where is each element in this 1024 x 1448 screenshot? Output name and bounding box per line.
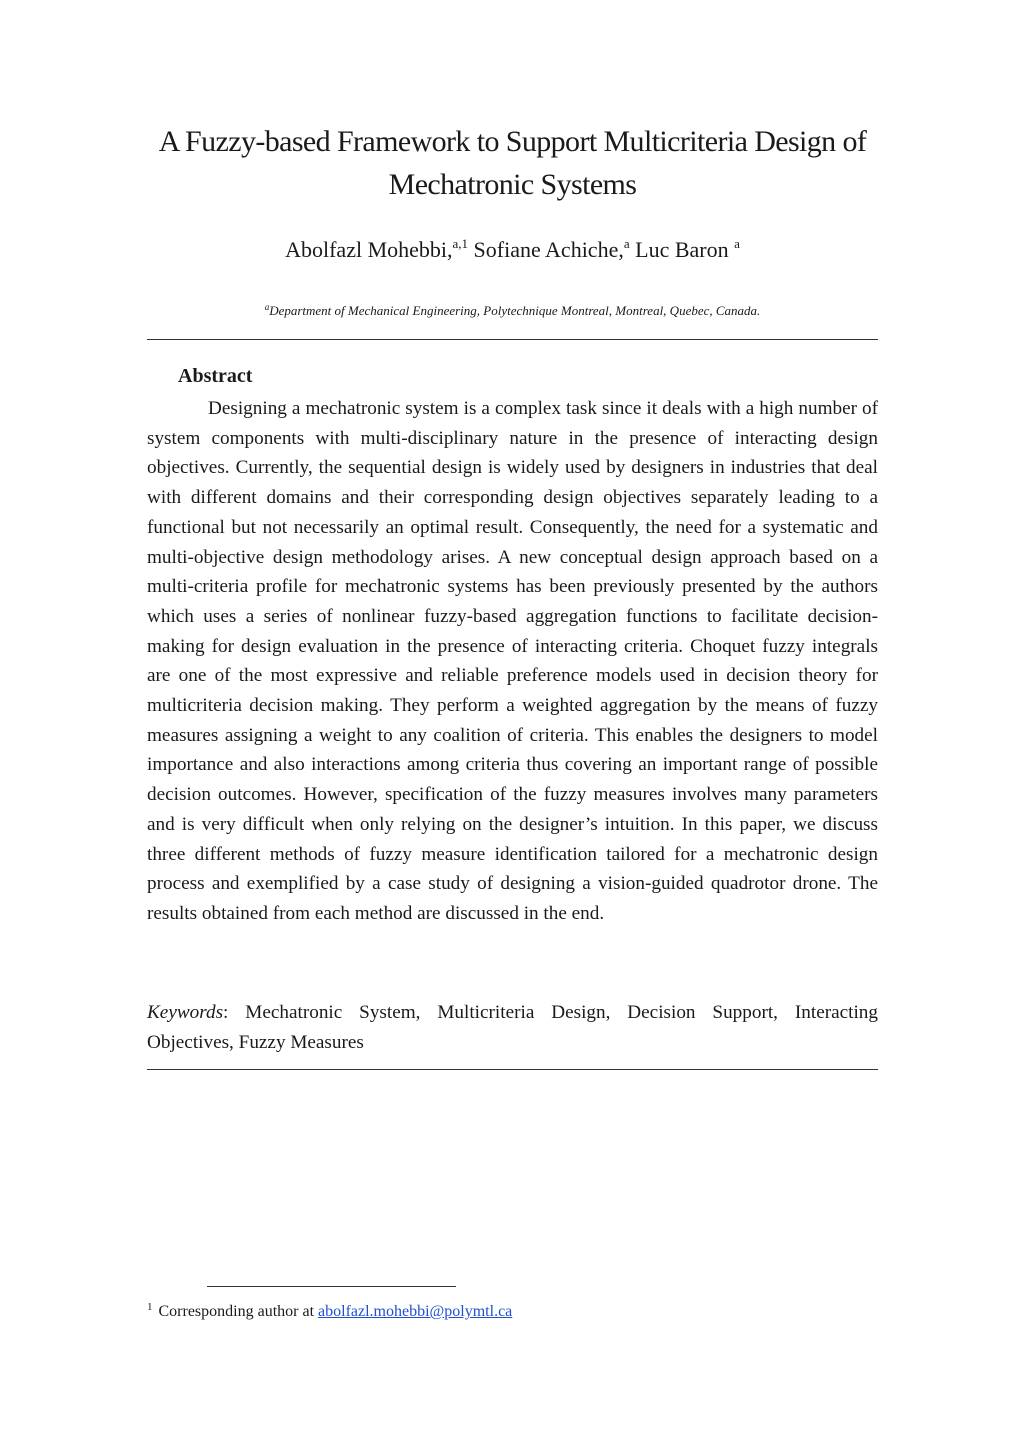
top-divider bbox=[147, 339, 878, 340]
author-name: Sofiane Achiche, bbox=[473, 237, 624, 262]
footnote-divider bbox=[207, 1286, 456, 1287]
keywords-label: Keywords bbox=[147, 1002, 224, 1023]
footnote bbox=[147, 1300, 512, 1325]
abstract-body: Designing a mechatronic system is a complex task since it deals with a high number of system components with multi-disciplinary nature in the presence of interacting design objectives. Currently, the sequential design is widely used by designers in industries that deal with different domains and their corresponding design objectives separately leading to a functional but not necessarily an optimal result. Consequently, the need for a systematic and multi-objective design methodology arises. A new conceptual design approach based on a multi-criteria profile for mechatronic systems has been previously presented by the authors which uses a series of nonlinear fuzzy-based aggregation functions to facilitate decision-making for design evaluation in the presence of interacting criteria. Choquet fuzzy integrals are one of the most expressive and reliable preference models used in decision theory for multicriteria decision making. They perform a weighted aggregation by the means of fuzzy measures assigning a weight to any coalition of criteria. This enables the designers to model importance and also interactions among criteria thus covering an important range of possible decision outcomes. However, specification of the fuzzy measures involves many parameters and is very difficult when only relying on the designer’s intuition. In this paper, we discuss three different methods of fuzzy measure identification tailored for a mechatronic design process and exemplified by a case study of designing a vision-guided quadrotor drone. The results obtained from each method are discussed in the end. bbox=[147, 398, 878, 924]
affiliation bbox=[147, 302, 878, 321]
author-affiliation-mark: a bbox=[623, 236, 630, 251]
author-affiliation-mark: a bbox=[734, 236, 740, 251]
abstract-heading: Abstract bbox=[178, 365, 253, 387]
paper-title: A Fuzzy-based Framework to Support Multicriteria Design of Mechatronic Systems bbox=[158, 125, 867, 201]
keywords-text: Mechatronic System, Multicriteria Design, Decision Support, Interacting Objectives, Fuzzy Measures bbox=[147, 1002, 878, 1053]
affiliation-mark: a bbox=[264, 302, 270, 312]
affiliation-text: Department of Mechanical Engineering, Polytechnique Montreal, Montreal, Quebec, Canada. bbox=[269, 303, 761, 318]
footnote-text: Corresponding author at bbox=[158, 1303, 319, 1320]
keywords bbox=[147, 998, 878, 1057]
footnote-mark: 1 bbox=[147, 1301, 153, 1313]
author-email-link[interactable]: abolfazl.mohebbi@polymtl.ca bbox=[318, 1303, 513, 1320]
author-name: Luc Baron bbox=[635, 237, 729, 262]
keywords-separator: : bbox=[223, 1002, 229, 1023]
author-affiliation-mark: a,1 bbox=[452, 236, 469, 251]
bottom-divider bbox=[147, 1069, 878, 1070]
author-name: Abolfazl Mohebbi, bbox=[285, 237, 453, 262]
author-list bbox=[147, 235, 878, 268]
